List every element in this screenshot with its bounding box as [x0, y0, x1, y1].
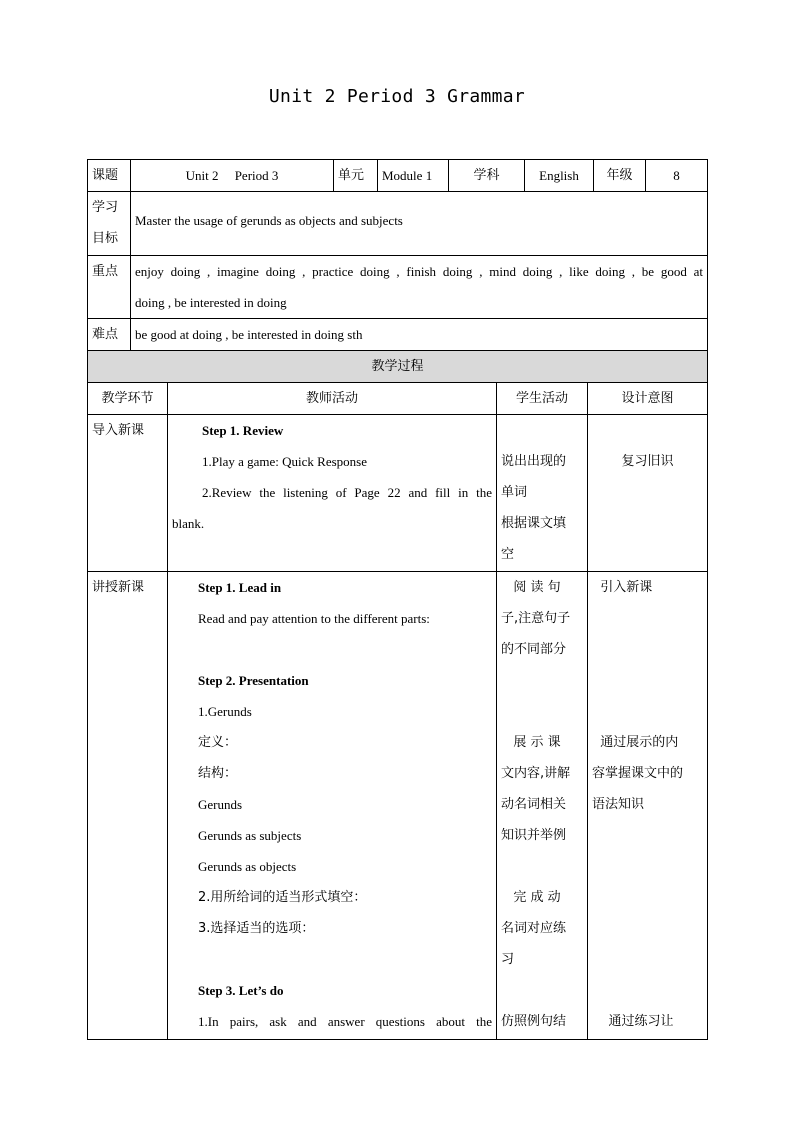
student-line: 名词对应练	[501, 921, 567, 936]
student-line: 仿照例句结	[501, 1014, 567, 1029]
student-line	[501, 696, 583, 727]
design-line: 容掌握课文中的	[592, 766, 684, 781]
teacher-line: 2.用所给词的适当形式填空：	[198, 890, 367, 905]
teacher-line: Gerunds as objects	[198, 859, 297, 874]
col-stage: 教学环节	[88, 383, 168, 415]
student-line: 文内容,讲解	[501, 766, 571, 781]
teacher-line	[198, 634, 492, 665]
teacher-line	[198, 944, 492, 975]
process-heading: 教学过程	[88, 351, 708, 383]
col-student: 学生活动	[497, 383, 588, 415]
col-design: 设计意图	[588, 383, 708, 415]
design-line: 引入新课	[592, 580, 653, 595]
student-line: 子,注意句子	[501, 611, 571, 626]
stage-intro: 导入新课	[88, 415, 168, 572]
goal-label: 学习 目标	[88, 192, 131, 256]
unit-value: Module 1	[378, 160, 449, 192]
subject-label: 学科	[449, 160, 525, 192]
design-intent-intro: 复习旧识	[588, 415, 708, 572]
design-line	[592, 975, 703, 1006]
design-line	[592, 634, 703, 665]
key-value: enjoy doing , imagine doing , practice doing , finish doing , mind doing , like doing , be good at doing , be interested in doing	[131, 256, 708, 319]
design-line	[592, 696, 703, 727]
teacher-line: 1.Play a game: Quick Response	[202, 454, 367, 469]
difficulty-label: 难点	[88, 319, 131, 351]
student-line: 阅 读 句	[501, 580, 561, 595]
col-teacher: 教师活动	[168, 383, 497, 415]
difficulty-value: be good at doing , be interested in doing sth	[131, 319, 708, 351]
design-intent-new	[588, 572, 708, 1040]
student-activity-intro: 说出出现的 单词 根据课文填 空	[497, 415, 588, 572]
page-title: Unit 2 Period 3 Grammar	[268, 86, 526, 107]
design-line	[592, 820, 703, 851]
teacher-activity-intro	[168, 415, 497, 572]
teacher-line: Read and pay attention to the different parts:	[198, 611, 430, 626]
design-line: 通过展示的内	[592, 735, 679, 750]
student-line	[501, 665, 583, 696]
grade-value: 8	[646, 160, 708, 192]
teacher-line: Gerunds	[198, 797, 243, 812]
subject-value: English	[525, 160, 594, 192]
topic-label: 课题	[88, 160, 131, 192]
teacher-line: 定义：	[198, 735, 238, 750]
design-line	[592, 944, 703, 975]
design-line	[592, 913, 703, 944]
design-line	[592, 851, 703, 882]
grade-label: 年级	[594, 160, 646, 192]
topic-value: Unit 2 Period 3	[131, 160, 334, 192]
teacher-line: 结构：	[198, 766, 238, 781]
student-line: 展 示 课	[501, 735, 561, 750]
student-line: 的不同部分	[501, 642, 567, 657]
student-line	[501, 851, 583, 882]
design-line	[592, 882, 703, 913]
student-line	[501, 975, 583, 1006]
info-table	[87, 159, 708, 351]
teacher-line: Gerunds as subjects	[198, 828, 302, 843]
teacher-line: 1.In pairs, ask and answer questions about the	[198, 1014, 492, 1029]
stage-new: 讲授新课	[88, 572, 168, 1040]
teacher-line: 3.选择适当的选项：	[198, 921, 315, 936]
design-line: 语法知识	[592, 797, 645, 812]
design-line	[592, 665, 703, 696]
step-review: Step 1. Review	[202, 423, 284, 438]
student-line: 完 成 动	[501, 890, 561, 905]
process-table	[87, 350, 708, 1040]
step-heading: Step 1. Lead in	[198, 580, 282, 595]
unit-label: 单元	[334, 160, 378, 192]
student-line: 动名词相关	[501, 797, 567, 812]
step-heading: Step 3. Let’s do	[198, 983, 284, 998]
design-line	[592, 603, 703, 634]
key-label: 重点	[88, 256, 131, 319]
goal-value: Master the usage of gerunds as objects and subjects	[131, 192, 708, 256]
student-line: 习	[501, 952, 515, 967]
design-line: 通过练习让	[592, 1014, 674, 1029]
teacher-line: blank.	[172, 516, 205, 531]
teacher-line: 1.Gerunds	[198, 704, 252, 719]
teacher-line: 2.Review the listening of Page 22 and fill in the	[202, 485, 492, 500]
step-heading: Step 2. Presentation	[198, 673, 309, 688]
student-activity-new	[497, 572, 588, 1040]
teacher-activity-new	[168, 572, 497, 1040]
student-line: 知识并举例	[501, 828, 567, 843]
